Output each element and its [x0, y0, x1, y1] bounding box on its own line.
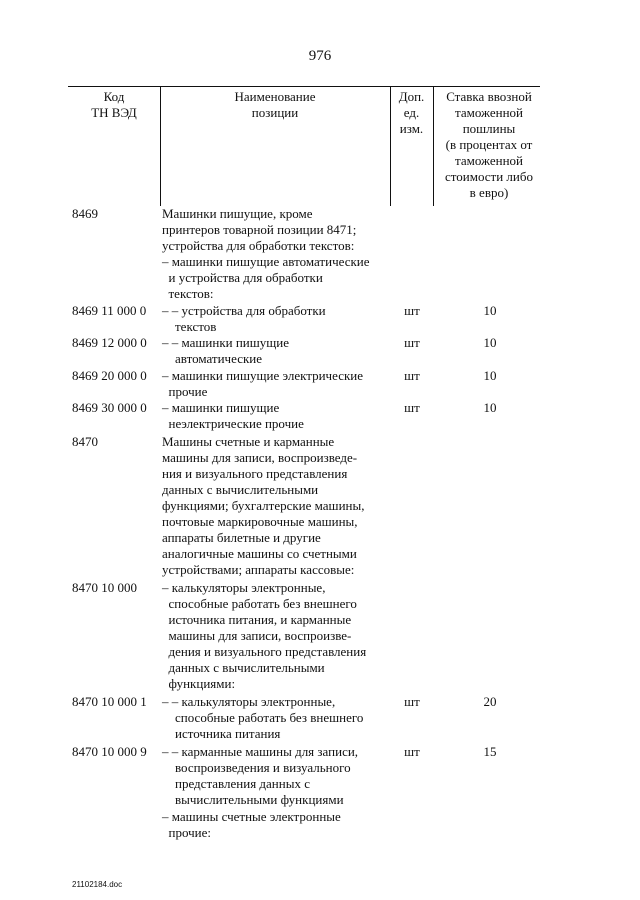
position-name — [162, 335, 390, 367]
position-name-line: почтовые маркировочные машины, — [162, 514, 358, 529]
position-name — [162, 400, 390, 432]
position-name-line: источника питания — [162, 726, 281, 741]
position-name-line: данных с вычислительными — [162, 660, 325, 675]
header-unit-line: ед. — [403, 105, 420, 120]
position-name-line: воспроизведения и визуального — [162, 760, 351, 775]
header-rate-line: таможенной — [455, 153, 523, 168]
document-filename: 21102184.doc — [72, 880, 123, 889]
position-name-line: Машинки пишущие, кроме — [162, 206, 313, 221]
position-name-line: – машины счетные электронные — [162, 809, 341, 824]
position-name — [162, 580, 390, 692]
position-name-line: – машинки пишущие электрические — [162, 368, 364, 383]
position-name-line: функциями: — [162, 676, 236, 691]
position-name-line: прочие — [162, 384, 208, 399]
header-name — [160, 89, 390, 121]
unit-of-measure: шт — [404, 368, 420, 383]
position-name-line: представления данных с — [162, 776, 310, 791]
header-rate-line: в евро) — [469, 185, 509, 200]
position-name-line: устройства для обработки текстов: — [162, 238, 355, 253]
header-rate-line: стоимости либо — [444, 169, 533, 184]
duty-rate: 10 — [483, 335, 497, 350]
position-name-line: вычислительными функциями — [162, 792, 344, 807]
duty-rate: 10 — [483, 368, 497, 383]
header-code — [68, 89, 160, 121]
unit-of-measure: шт — [404, 303, 420, 318]
position-name — [162, 303, 390, 335]
position-name — [162, 744, 390, 808]
tnved-code: 8470 — [72, 434, 98, 449]
header-rate — [433, 89, 545, 201]
position-name-line: данных с вычислительными — [162, 482, 319, 497]
tnved-code: 8470 10 000 9 — [72, 744, 147, 759]
header-name-line: Наименование — [234, 89, 316, 104]
header-rate-line: Ставка ввозной — [446, 89, 532, 104]
tnved-code: 8470 10 000 — [72, 580, 137, 595]
position-name-line: Машины счетные и карманные — [162, 434, 335, 449]
duty-rate: 10 — [483, 400, 497, 415]
duty-rate: 15 — [483, 744, 497, 759]
page-number: 976 — [308, 48, 332, 64]
position-name-line: – – карманные машины для записи, — [162, 744, 359, 759]
position-name — [162, 434, 390, 578]
unit-of-measure: шт — [404, 694, 420, 709]
position-name-line: – – устройства для обработки — [162, 303, 326, 318]
position-name-line: – машинки пишущие автоматические — [162, 254, 370, 269]
position-name-line: текстов — [162, 319, 217, 334]
position-name-line: – – калькуляторы электронные, — [162, 694, 336, 709]
unit-of-measure: шт — [404, 400, 420, 415]
header-rate-line: таможенной — [455, 105, 523, 120]
header-unit-line: Доп. — [398, 89, 425, 104]
header-code-line: ТН ВЭД — [91, 105, 137, 120]
position-name-line: машины для записи, воспроизведе- — [162, 450, 358, 465]
position-name-line: аппараты билетные и другие — [162, 530, 321, 545]
position-name-line: устройствами; аппараты кассовые: — [162, 562, 355, 577]
tnved-code: 8469 12 000 0 — [72, 335, 147, 350]
position-name-line: – калькуляторы электронные, — [162, 580, 326, 595]
header-name-line: позиции — [251, 105, 299, 120]
header-unit-line: изм. — [399, 121, 424, 136]
position-name-line: функциями; бухгалтерские машины, — [162, 498, 365, 513]
tnved-code: 8469 30 000 0 — [72, 400, 147, 415]
duty-rate: 20 — [483, 694, 497, 709]
position-name-line: машины для записи, воспроизве- — [162, 628, 352, 643]
header-rate-line: пошлины — [462, 121, 516, 136]
position-name-line: ния и визуального представления — [162, 466, 348, 481]
position-name-line: неэлектрические прочие — [162, 416, 304, 431]
unit-of-measure: шт — [404, 335, 420, 350]
header-rate-line: (в процентах от — [445, 137, 533, 152]
position-name-line: и устройства для обработки — [162, 270, 323, 285]
position-name-line: источника питания, и карманные — [162, 612, 352, 627]
position-name-line: аналогичные машины со счетными — [162, 546, 357, 561]
tnved-code: 8469 20 000 0 — [72, 368, 147, 383]
position-name-line: прочие: — [162, 825, 211, 840]
position-name-line: дения и визуального представления — [162, 644, 367, 659]
header-code-line: Код — [103, 89, 125, 104]
position-name — [162, 809, 390, 841]
table-top-rule — [68, 86, 540, 87]
position-name-line: – машинки пишущие — [162, 400, 280, 415]
unit-of-measure: шт — [404, 744, 420, 759]
position-name-line: автоматические — [162, 351, 263, 366]
position-name — [162, 206, 390, 302]
position-name-line: способные работать без внешнего — [162, 710, 364, 725]
position-name-line: способные работать без внешнего — [162, 596, 357, 611]
position-name — [162, 368, 390, 400]
position-name-line: принтеров товарной позиции 8471; — [162, 222, 357, 237]
position-name-line: – – машинки пишущие — [162, 335, 290, 350]
duty-rate: 10 — [483, 303, 497, 318]
position-name-line: текстов: — [162, 286, 214, 301]
position-name — [162, 694, 390, 742]
tnved-code: 8469 — [72, 206, 98, 221]
header-unit — [390, 89, 433, 137]
tnved-code: 8469 11 000 0 — [72, 303, 147, 318]
tnved-code: 8470 10 000 1 — [72, 694, 147, 709]
